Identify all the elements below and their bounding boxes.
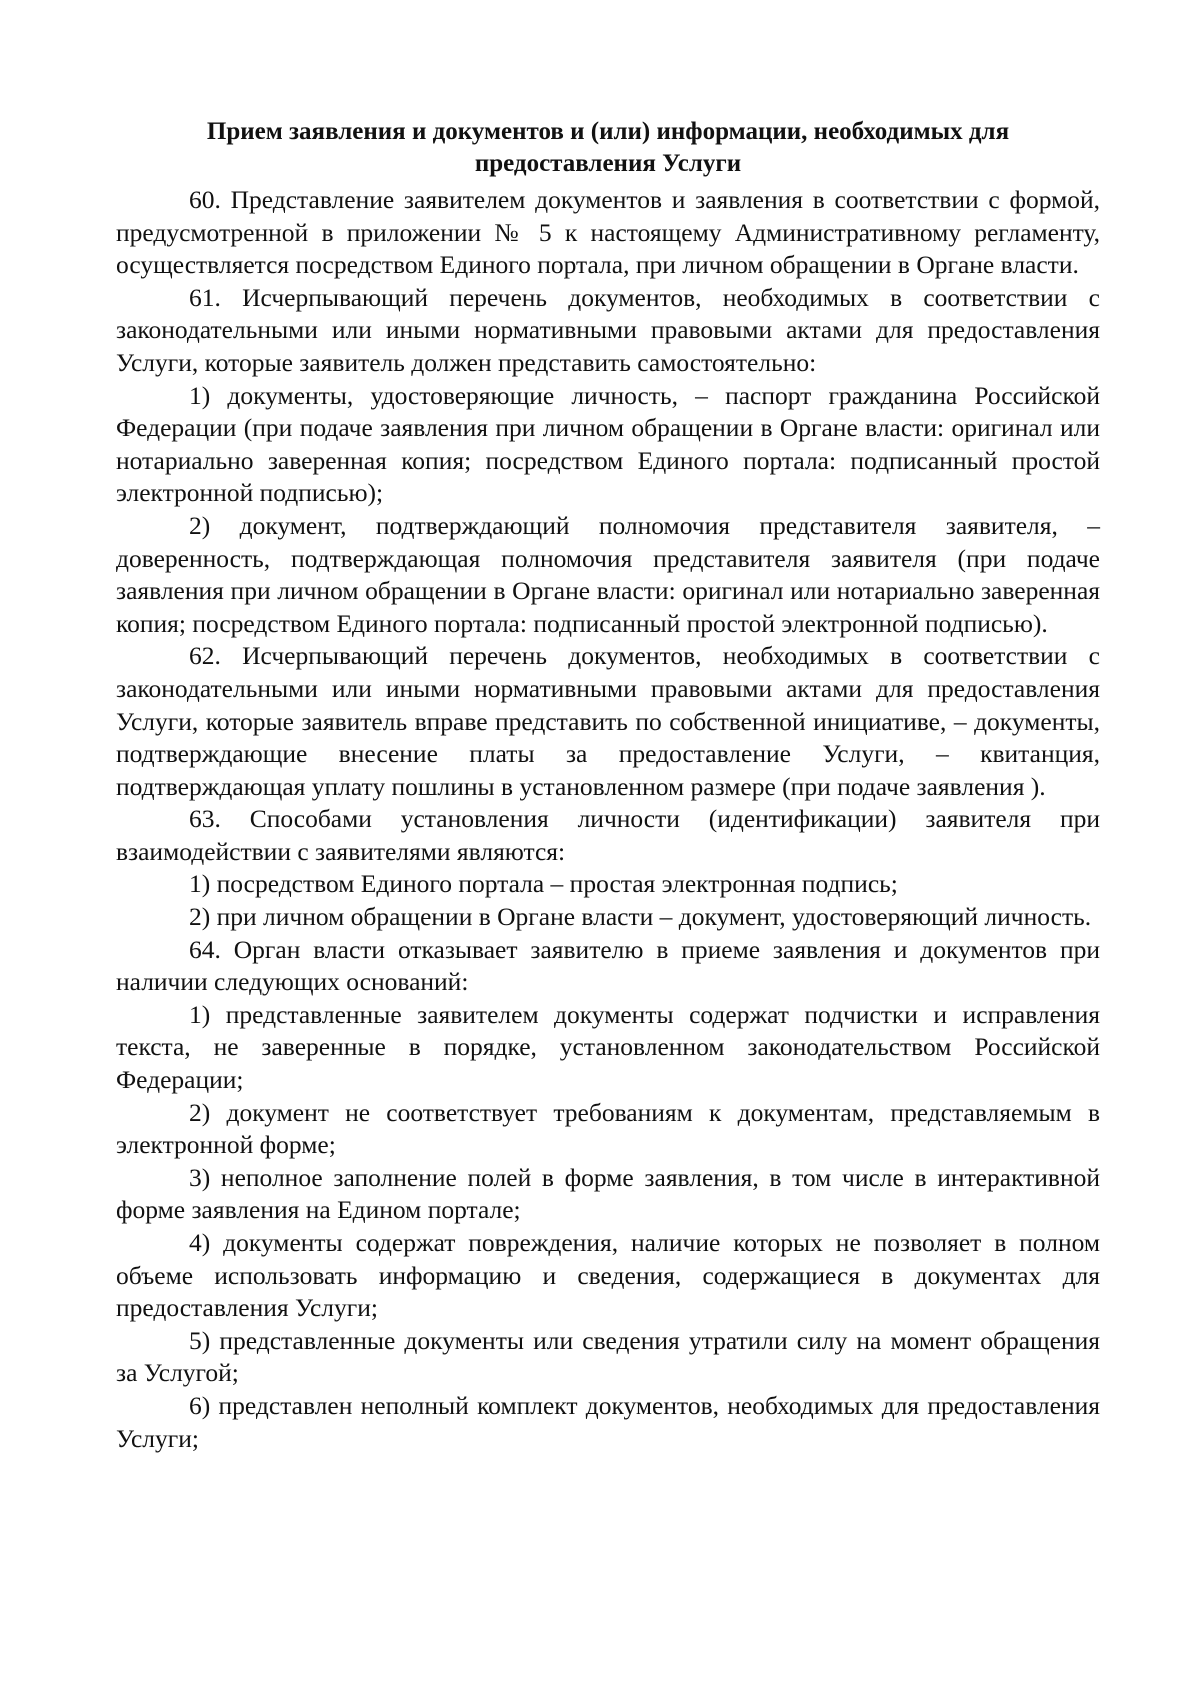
paragraph-60: 60. Представление заявителем документов и заявления в соответствии с формой, предусмотренной в приложении № 5 к настоящему Административному регламенту, осуществляется посредством Единого портала, при личном обращении в Органе власти. (116, 185, 1100, 280)
paragraph-61: 61. Исчерпывающий перечень документов, необходимых в соответствии с законодательными или иными нормативными правовыми актами для предоставления Услуги, которые заявитель должен представить самостоятельно: (116, 282, 1100, 377)
section-title-line-1: Прием заявления и документов и (или) информации, необходимых для (206, 118, 1010, 145)
paragraph-61-item-2: 2) документ, подтверждающий полномочия представителя заявителя, – доверенность, подтверждающая полномочия представителя заявителя (при подаче заявления при личном обращении в Органе власти: оригинал или нотариально заверенная копия; посредством Единого портала: подписанный простой электронной подписью). (116, 510, 1100, 638)
paragraph-64: 64. Орган власти отказывает заявителю в приеме заявления и документов при наличии следующих оснований: (116, 934, 1100, 997)
paragraph-64-item-1: 1) представленные заявителем документы содержат подчистки и исправления текста, не заверенные в порядке, установленном законодательством Российской Федерации; (116, 999, 1100, 1095)
paragraph-63-item-1: 1) посредством Единого портала – простая электронная подпись; (189, 869, 898, 899)
document-body (116, 116, 1100, 1455)
paragraph-64-item-6: 6) представлен неполный комплект документов, необходимых для предоставления Услуги; (116, 1390, 1100, 1453)
paragraph-64-item-4: 4) документы содержат повреждения, наличие которых не позволяет в полном объеме использовать информацию и сведения, содержащиеся в документах для предоставления Услуги; (116, 1228, 1100, 1323)
paragraph-62: 62. Исчерпывающий перечень документов, необходимых в соответствии с законодательными или иными нормативными правовыми актами для предоставления Услуги, которые заявитель вправе представить по собственной инициативе, – документы, подтверждающие внесение платы за предоставление Услуги, – квитанция, подтверждающая уплату пошлины в установленном размере (при подаче заявления ). (116, 641, 1100, 801)
paragraph-61-item-1: 1) документы, удостоверяющие личность, – паспорт гражданина Российской Федерации (при подаче заявления при личном обращении в Органе власти: оригинал или нотариально заверенная копия; посредством Единого портала: подписанный простой электронной подписью); (116, 380, 1100, 508)
paragraph-64-item-2: 2) документ не соответствует требованиям к документам, представляемым в электронной форме; (116, 1097, 1100, 1160)
section-title-line-2: предоставления Услуги (474, 150, 742, 177)
section-title (116, 116, 1100, 180)
paragraph-64-item-3: 3) неполное заполнение полей в форме заявления, в том числе в интерактивной форме заявления на Едином портале; (116, 1162, 1100, 1225)
paragraph-63: 63. Способами установления личности (идентификации) заявителя при взаимодействии с заявителями являются: (116, 804, 1100, 866)
paragraph-63-item-2: 2) при личном обращении в Органе власти – документ, удостоверяющий личность. (189, 902, 1092, 932)
paragraph-64-item-5: 5) представленные документы или сведения утратили силу на момент обращения за Услугой; (116, 1325, 1100, 1388)
